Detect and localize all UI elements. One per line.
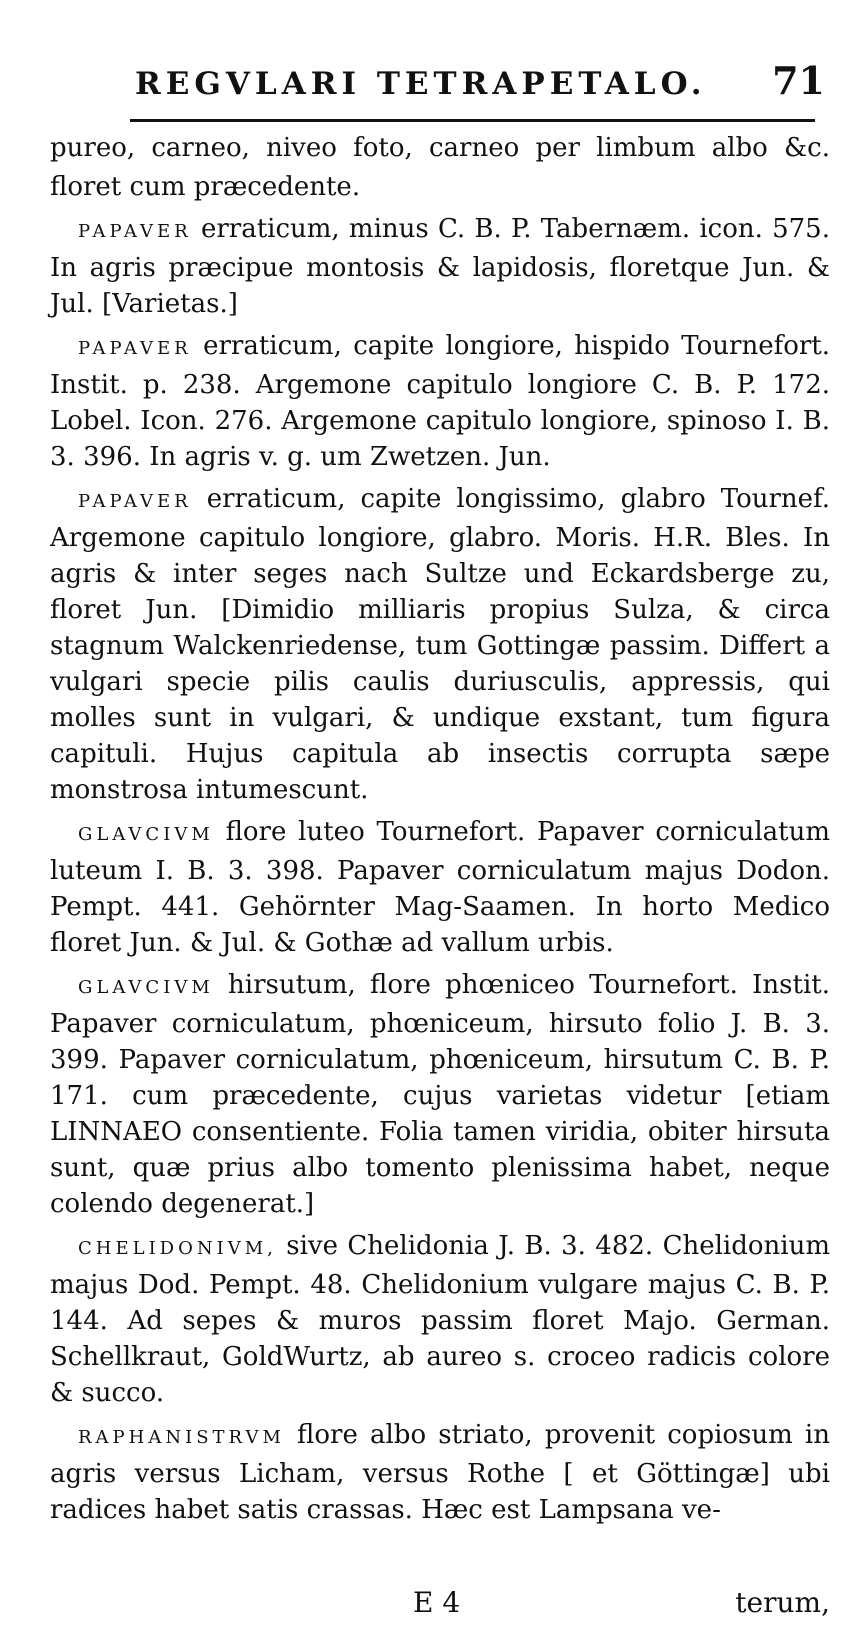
paragraph-text: hirsutum, flore phœniceo Tournefort. Instit. Papaver corniculatum, phœniceum, hirsuto folio J. B. 3. 399. Papaver corniculatum, phœniceum, hirsutum C. B. P. 171. cum præcedente, cujus varietas videtur [etiam LINNAEO consentiente. Folia tamen viridia, obiter hirsuta sunt, quæ prius albo tomento plenissima habet, neque colendo degenerat.] (50, 970, 830, 1219)
paragraph (50, 211, 830, 322)
signature-mark: E 4 (413, 1586, 461, 1619)
paragraph-lead: PAPAVER (78, 338, 192, 359)
page-body (50, 130, 830, 1534)
paragraph-lead: GLAVCIVM (78, 824, 214, 845)
paragraph-lead: RAPHANISTRVM (78, 1427, 285, 1448)
running-title: REGVLARI TETRAPETALO. (135, 66, 707, 102)
paragraph-text: sive Chelidonia J. B. 3. 482. Chelidonium majus Dod. Pempt. 48. Chelidonium vulgare majus C. B. P. 144. Ad sepes & muros passim floret Majo. German. Schellkraut, GoldWurtz, ab aureo s. croceo radicis colore & succo. (50, 1231, 830, 1408)
paragraph-text: erraticum, capite longiore, hispido Tournefort. Instit. p. 238. Argemone capitulo longiore C. B. P. 172. Lobel. Icon. 276. Argemone capitulo longiore, spinoso I. B. 3. 396. In agris v. g. um Zwetzen. Jun. (50, 331, 830, 472)
paragraph (50, 328, 830, 475)
paragraph (50, 967, 830, 1222)
header-rule (130, 119, 815, 122)
paragraph-lead: PAPAVER (78, 221, 192, 242)
page-footer (50, 1586, 830, 1626)
paragraph-text: flore luteo Tournefort. Papaver corniculatum luteum I. B. 3. 398. Papaver corniculatum majus Dodon. Pempt. 441. Gehörnter Mag-Saamen. In horto Medico floret Jun. & Jul. & Gothæ ad vallum urbis. (50, 817, 830, 958)
paragraph-lead: CHELIDONIVM, (78, 1238, 277, 1259)
paragraph-lead: GLAVCIVM (78, 977, 214, 998)
paragraph (50, 1417, 830, 1528)
paragraph (50, 130, 830, 205)
paragraph-text: erraticum, capite longissimo, glabro Tournef. Argemone capitulo longiore, glabro. Moris. H.R. Bles. In agris & inter seges nach Sultze und Eckardsberge zu, floret Jun. [Dimidio milliaris propius Sulza, & circa stagnum Walckenriedense, tum Gottingæ passim. Differt a vulgari specie pilis caulis duriusculis, appressis, qui molles sunt in vulgari, & undique exstant, tum figura capituli. Hujus capitula ab insectis corrupta sæpe monstrosa intumescunt. (50, 484, 831, 805)
paragraph (50, 481, 830, 808)
paragraph-text: erraticum, minus C. B. P. Tabernæm. icon. 575. In agris præcipue montosis & lapidosis, floretque Jun. & Jul. [Varietas.] (50, 214, 830, 319)
page-number: 71 (772, 58, 825, 103)
paragraph-text: flore albo striato, provenit copiosum in agris versus Licham, versus Rothe [ et Göttingæ] ubi radices habet satis crassas. Hæc est Lampsana ve- (50, 1420, 830, 1525)
paragraph-text: pureo, carneo, niveo foto, carneo per limbum albo &c. floret cum præcedente. (50, 133, 830, 202)
paragraph (50, 1228, 830, 1411)
paragraph (50, 814, 830, 961)
running-header (135, 58, 825, 103)
paragraph-lead: PAPAVER (78, 491, 192, 512)
catchword: terum, (735, 1586, 830, 1619)
